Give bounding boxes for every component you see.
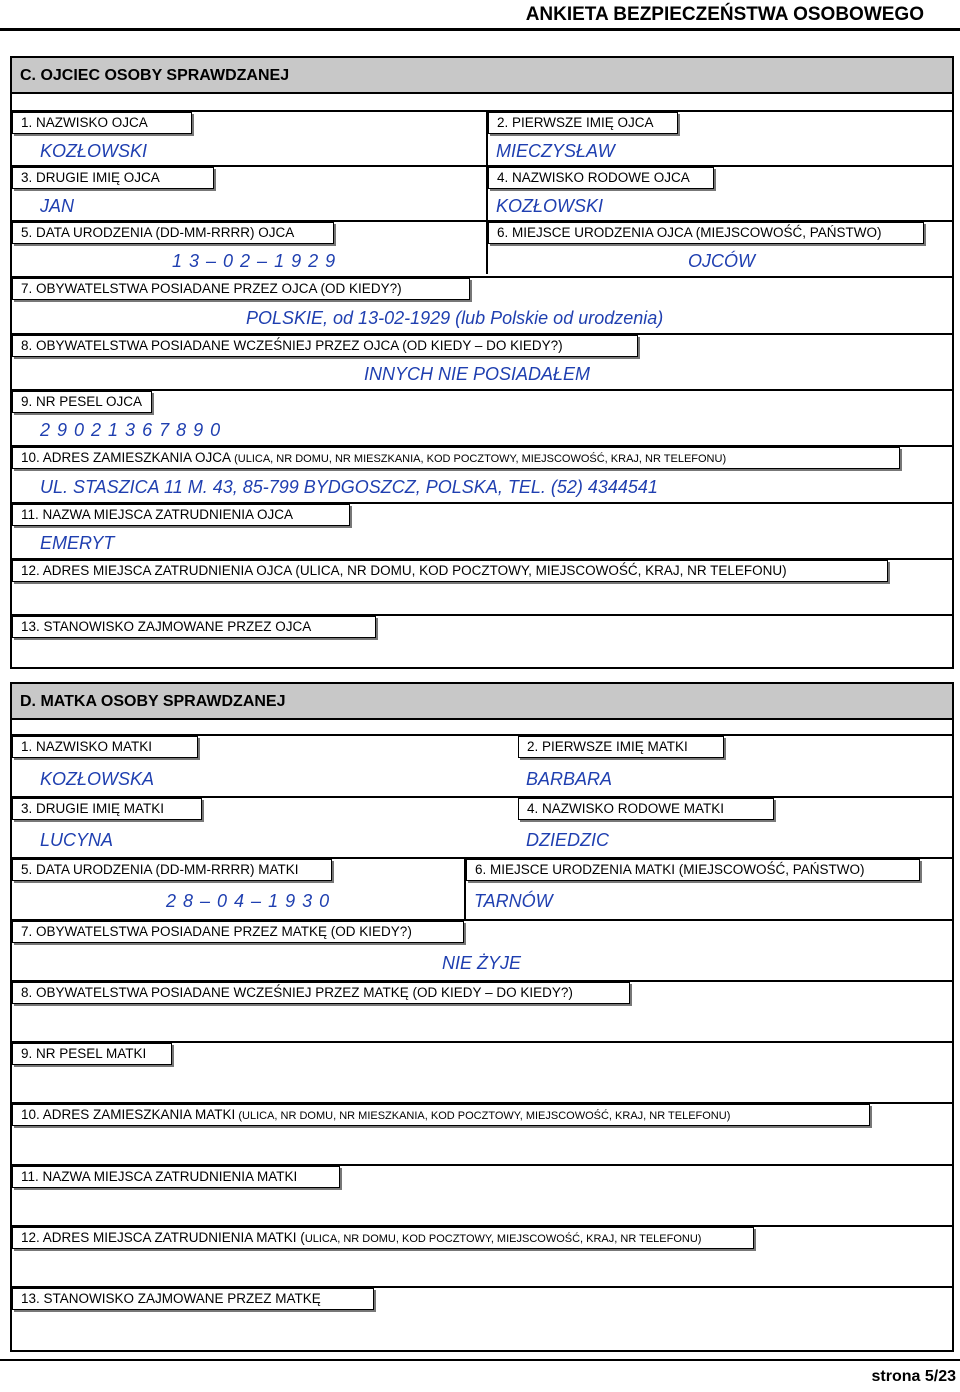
mother-citizenship-label: 7. OBYWATELSTWA POSIADANE PRZEZ MATKĘ (OD KIEDY?): [12, 921, 464, 943]
father-surname-value[interactable]: KOZŁOWSKI: [40, 141, 148, 161]
father-pesel-value[interactable]: 2 9 0 2 1 3 6 7 8 9 0: [40, 420, 222, 440]
father-previous-citizenship-value[interactable]: INNYCH NIE POSIADAŁEM: [364, 364, 591, 384]
header-divider: [0, 28, 960, 31]
mother-second-name-label: 3. DRUGIE IMIĘ MATKI: [12, 798, 202, 820]
mother-employer-label: 11. NAZWA MIEJSCA ZATRUDNIENIA MATKI: [12, 1166, 340, 1188]
father-birth-date-label: 5. DATA URODZENIA (DD-MM-RRRR) OJCA: [12, 222, 334, 244]
mother-birth-place-label: 6. MIEJSCE URODZENIA MATKI (MIEJSCOWOŚĆ, PAŃSTWO): [466, 859, 920, 881]
father-citizenship-value[interactable]: POLSKIE, od 13-02-1929 (lub Polskie od urodzenia): [246, 308, 664, 328]
mother-first-name-label: 2. PIERWSZE IMIĘ MATKI: [518, 736, 724, 758]
section-father-title: C. OJCIEC OSOBY SPRAWDZANEJ: [12, 58, 952, 94]
mother-citizenship-value[interactable]: NIE ŻYJE: [442, 953, 522, 973]
mother-pesel-label: 9. NR PESEL MATKI: [12, 1043, 172, 1065]
mother-birth-surname-value[interactable]: DZIEDZIC: [526, 830, 609, 850]
mother-position-label: 13. STANOWISKO ZAJMOWANE PRZEZ MATKĘ: [12, 1288, 374, 1310]
mother-birth-surname-label: 4. NAZWISKO RODOWE MATKI: [518, 798, 774, 820]
mother-surname-value[interactable]: KOZŁOWSKA: [40, 769, 155, 789]
father-surname-label: 1. NAZWISKO OJCA: [12, 112, 192, 134]
mother-birth-place-value[interactable]: TARNÓW: [474, 891, 553, 911]
section-mother: [10, 682, 954, 1352]
father-birth-place-value[interactable]: OJCÓW: [688, 251, 755, 271]
father-address-value[interactable]: UL. STASZICA 11 M. 43, 85-799 BYDGOSZCZ, POLSKA, TEL. (52) 4344541: [40, 477, 658, 497]
mother-surname-label: 1. NAZWISKO MATKI: [12, 736, 198, 758]
row-divider: [12, 389, 952, 391]
father-position-label: 13. STANOWISKO ZAJMOWANE PRZEZ OJCA: [12, 616, 376, 638]
father-birth-surname-value[interactable]: KOZŁOWSKI: [496, 196, 604, 216]
father-employer-address-label: 12. ADRES MIEJSCA ZATRUDNIENIA OJCA (ULICA, NR DOMU, KOD POCZTOWY, MIEJSCOWOŚĆ, KRAJ, NR TELEFONU): [12, 560, 888, 582]
father-first-name-value[interactable]: MIECZYSŁAW: [496, 141, 615, 161]
father-second-name-label: 3. DRUGIE IMIĘ OJCA: [12, 167, 214, 189]
father-birth-surname-label: 4. NAZWISKO RODOWE OJCA: [488, 167, 714, 189]
mother-second-name-value[interactable]: LUCYNA: [40, 830, 114, 850]
father-pesel-label: 9. NR PESEL OJCA: [12, 391, 152, 413]
father-previous-citizenship-label: 8. OBYWATELSTWA POSIADANE WCZEŚNIEJ PRZEZ OJCA (OD KIEDY – DO KIEDY?): [12, 335, 638, 357]
document-title: ANKIETA BEZPIECZEŃSTWA OSOBOWEGO: [525, 4, 924, 25]
mother-address-label: 10. ADRES ZAMIESZKANIA MATKI (ULICA, NR DOMU, NR MIESZKANIA, KOD POCZTOWY, MIEJSCOWOŚĆ, KRAJ, NR TELEFONU): [12, 1104, 870, 1126]
father-employer-value[interactable]: EMERYT: [40, 533, 115, 553]
father-birth-place-label: 6. MIEJSCE URODZENIA OJCA (MIEJSCOWOŚĆ, PAŃSTWO): [488, 222, 924, 244]
father-first-name-label: 2. PIERWSZE IMIĘ OJCA: [488, 112, 678, 134]
father-employer-label: 11. NAZWA MIEJSCA ZATRUDNIENIA OJCA: [12, 504, 350, 526]
father-citizenship-label: 7. OBYWATELSTWA POSIADANE PRZEZ OJCA (OD KIEDY?): [12, 278, 470, 300]
section-father: [10, 56, 954, 669]
section-mother-title: D. MATKA OSOBY SPRAWDZANEJ: [12, 684, 952, 720]
father-birth-date-value[interactable]: 1 3 – 0 2 – 1 9 2 9: [172, 251, 337, 271]
mother-previous-citizenship-label: 8. OBYWATELSTWA POSIADANE WCZEŚNIEJ PRZEZ MATKĘ (OD KIEDY – DO KIEDY?): [12, 982, 630, 1004]
page-number: strona 5/23: [871, 1368, 956, 1385]
father-address-label: 10. ADRES ZAMIESZKANIA OJCA (ULICA, NR DOMU, NR MIESZKANIA, KOD POCZTOWY, MIEJSCOWOŚĆ, KRAJ, NR TELEFONU): [12, 447, 900, 469]
mother-birth-date-label: 5. DATA URODZENIA (DD-MM-RRRR) MATKI: [12, 859, 332, 881]
footer-divider: [0, 1359, 960, 1361]
mother-employer-address-label: 12. ADRES MIEJSCA ZATRUDNIENIA MATKI (ULICA, NR DOMU, KOD POCZTOWY, MIEJSCOWOŚĆ, KRAJ, NR TELEFONU): [12, 1227, 754, 1249]
mother-first-name-value[interactable]: BARBARA: [526, 769, 613, 789]
column-divider: [486, 110, 488, 274]
mother-birth-date-value[interactable]: 2 8 – 0 4 – 1 9 3 0: [166, 891, 331, 911]
father-second-name-value[interactable]: JAN: [40, 196, 75, 216]
